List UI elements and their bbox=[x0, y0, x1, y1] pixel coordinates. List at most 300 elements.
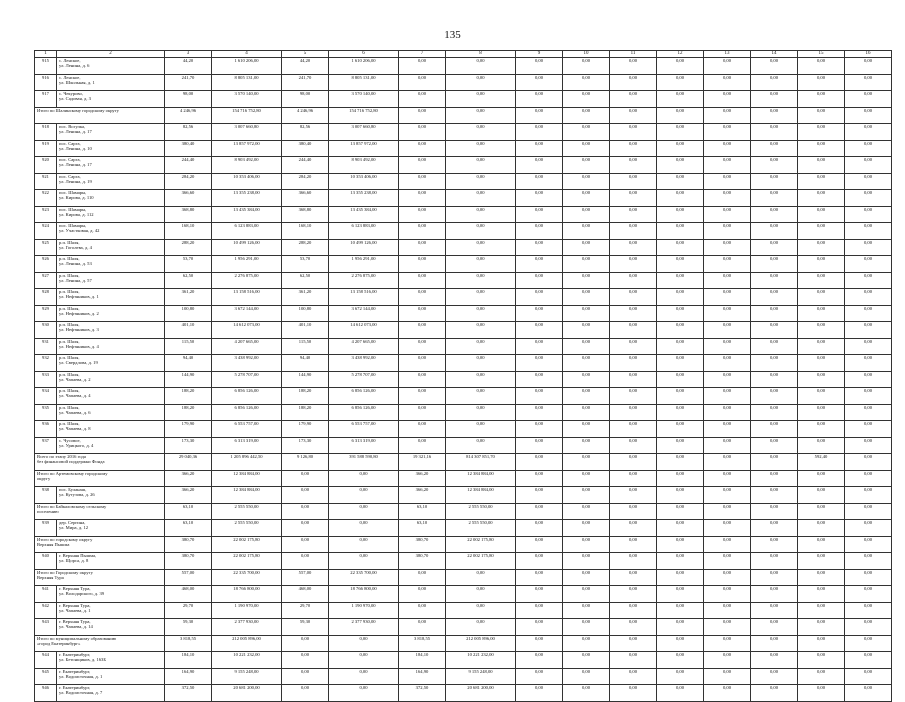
table-row bbox=[35, 256, 892, 273]
value-cell: 0,00 bbox=[563, 404, 610, 421]
value-cell: 1 205 896 442,50 bbox=[212, 454, 282, 471]
value-cell: 29 040,36 bbox=[165, 454, 212, 471]
value-cell: 0,00 bbox=[751, 503, 798, 520]
line-1: пос. Шамары, bbox=[59, 190, 87, 195]
value-cell: 0,00 bbox=[516, 322, 563, 339]
value-cell: 0,00 bbox=[704, 140, 751, 157]
value-cell: 0,00 bbox=[516, 58, 563, 75]
value-cell: 0,00 bbox=[563, 536, 610, 553]
value-cell: 0,00 bbox=[845, 371, 892, 388]
value-cell: 0,00 bbox=[282, 685, 329, 702]
value-cell: 3 007 660,80 bbox=[329, 124, 399, 141]
line-2: ул. Кирова, д. 112 bbox=[59, 211, 94, 217]
value-cell: 13 435 384,00 bbox=[329, 206, 399, 223]
column-number: 12 bbox=[657, 51, 704, 58]
value-cell: 0,00 bbox=[845, 470, 892, 487]
row-number: 933 bbox=[35, 371, 57, 388]
value-cell: 0,00 bbox=[446, 421, 516, 438]
value-cell: 0,00 bbox=[798, 668, 845, 685]
value-cell: 53,70 bbox=[165, 256, 212, 273]
value-cell: 8 805 131,00 bbox=[212, 74, 282, 91]
value-cell: 0,00 bbox=[845, 602, 892, 619]
value-cell: 0,00 bbox=[446, 272, 516, 289]
value-cell: 0,00 bbox=[610, 437, 657, 454]
value-cell: 0,00 bbox=[751, 470, 798, 487]
value-cell: 0,00 bbox=[798, 322, 845, 339]
value-cell: 0,00 bbox=[751, 586, 798, 603]
value-cell: 0,00 bbox=[845, 355, 892, 372]
value-cell: 2 377 930,00 bbox=[212, 619, 282, 636]
value-cell: 63,10 bbox=[399, 520, 446, 537]
value-cell: 401,10 bbox=[165, 322, 212, 339]
value-cell: 0,00 bbox=[798, 635, 845, 652]
value-cell: 0,00 bbox=[657, 289, 704, 306]
value-cell: 0,00 bbox=[563, 569, 610, 586]
value-cell: 3 438 992,00 bbox=[212, 355, 282, 372]
value-cell: 0,00 bbox=[399, 602, 446, 619]
value-cell: 13 355 238,00 bbox=[212, 190, 282, 207]
line-1: пос. Вогулка, bbox=[59, 124, 86, 129]
table-row bbox=[35, 289, 892, 306]
value-cell: 244,40 bbox=[282, 157, 329, 174]
value-cell: 22 002 175,80 bbox=[446, 553, 516, 570]
value-cell: 0,00 bbox=[610, 619, 657, 636]
value-cell: 0,00 bbox=[751, 668, 798, 685]
table-row bbox=[35, 685, 892, 702]
value-cell: 0,00 bbox=[798, 107, 845, 124]
line-2: ул. Володарского, д. 39 bbox=[59, 591, 105, 597]
value-cell: 0,00 bbox=[657, 454, 704, 471]
value-cell: 0,00 bbox=[751, 421, 798, 438]
value-cell: 0,00 bbox=[845, 437, 892, 454]
value-cell: 0,00 bbox=[610, 107, 657, 124]
value-cell: 0,00 bbox=[657, 668, 704, 685]
value-cell: 0,00 bbox=[751, 553, 798, 570]
value-cell: 0,00 bbox=[610, 668, 657, 685]
value-cell: 0,00 bbox=[610, 140, 657, 157]
line-1: р.п. Шаля, bbox=[59, 272, 80, 278]
line-1: с. Ленское, bbox=[59, 74, 81, 80]
value-cell: 0,00 bbox=[704, 586, 751, 603]
value-cell: 10 353 406,00 bbox=[212, 173, 282, 190]
value-cell: 0,00 bbox=[657, 107, 704, 124]
value-cell: 0,00 bbox=[751, 652, 798, 669]
value-cell: 0,00 bbox=[610, 586, 657, 603]
value-cell: 0,00 bbox=[657, 305, 704, 322]
value-cell: 1 956 291,00 bbox=[212, 256, 282, 273]
table-row bbox=[35, 74, 892, 91]
value-cell: 0,00 bbox=[446, 305, 516, 322]
value-cell: 0,00 bbox=[516, 569, 563, 586]
value-cell: 0,00 bbox=[751, 602, 798, 619]
value-cell: 2 555 550,00 bbox=[212, 520, 282, 537]
value-cell: 0,00 bbox=[657, 388, 704, 405]
value-cell: 0,00 bbox=[845, 289, 892, 306]
value-cell: 0,00 bbox=[399, 272, 446, 289]
value-cell: 0,00 bbox=[516, 355, 563, 372]
value-cell: 0,00 bbox=[563, 668, 610, 685]
value-cell: 0,00 bbox=[610, 239, 657, 256]
value-cell: 0,00 bbox=[516, 124, 563, 141]
value-cell: 0,00 bbox=[516, 520, 563, 537]
line-2: ул. Ленина, д. 19 bbox=[59, 178, 92, 184]
value-cell: 0,00 bbox=[610, 487, 657, 504]
value-cell: 0,00 bbox=[751, 124, 798, 141]
line-1: р.п. Шаля, bbox=[59, 256, 80, 261]
value-cell: 13 857 972,00 bbox=[329, 140, 399, 157]
value-cell: 468,00 bbox=[282, 586, 329, 603]
address-cell bbox=[57, 190, 165, 207]
value-cell: 0,00 bbox=[657, 74, 704, 91]
value-cell: 0,00 bbox=[563, 388, 610, 405]
value-cell: 0,00 bbox=[798, 338, 845, 355]
value-cell: 13 857 972,00 bbox=[212, 140, 282, 157]
value-cell: 0,00 bbox=[704, 371, 751, 388]
row-number: 924 bbox=[35, 223, 57, 240]
value-cell: 0,00 bbox=[751, 685, 798, 702]
value-cell: 0,00 bbox=[446, 173, 516, 190]
row-number: 940 bbox=[35, 553, 57, 570]
value-cell: 0,00 bbox=[845, 652, 892, 669]
row-number: 943 bbox=[35, 619, 57, 636]
table-row bbox=[35, 487, 892, 504]
value-cell: 184,10 bbox=[399, 652, 446, 669]
value-cell: 0,00 bbox=[446, 190, 516, 207]
value-cell: 3 438 992,00 bbox=[329, 355, 399, 372]
line-2: ул. Ленина, д. 53 bbox=[59, 261, 92, 267]
value-cell: 0,00 bbox=[563, 685, 610, 702]
value-cell: 0,00 bbox=[516, 536, 563, 553]
row-number: 931 bbox=[35, 338, 57, 355]
row-number: 925 bbox=[35, 239, 57, 256]
line-1: р.п. Шаля, bbox=[59, 355, 80, 360]
table-row bbox=[35, 140, 892, 157]
value-cell: 8 903 492,00 bbox=[212, 157, 282, 174]
value-cell: 0,00 bbox=[657, 371, 704, 388]
value-cell: 0,00 bbox=[329, 635, 399, 652]
line-2: ул. Ленина, д. 17 bbox=[59, 129, 92, 135]
value-cell: 0,00 bbox=[282, 503, 329, 520]
value-cell: 0,00 bbox=[798, 404, 845, 421]
row-number: 932 bbox=[35, 355, 57, 372]
value-cell: 366,20 bbox=[165, 487, 212, 504]
value-cell: 284,20 bbox=[165, 173, 212, 190]
address-cell bbox=[57, 206, 165, 223]
value-cell: 164,90 bbox=[165, 668, 212, 685]
address-cell bbox=[57, 338, 165, 355]
value-cell: 0,00 bbox=[399, 206, 446, 223]
value-cell: 0,00 bbox=[563, 586, 610, 603]
row-number: 942 bbox=[35, 602, 57, 619]
value-cell: 0,00 bbox=[446, 107, 516, 124]
address-cell bbox=[57, 652, 165, 669]
value-cell: 2 555 550,00 bbox=[212, 503, 282, 520]
line-2: ул. Нефтяников, д. 3 bbox=[59, 327, 99, 333]
column-number: 8 bbox=[446, 51, 516, 58]
value-cell: 0,00 bbox=[704, 305, 751, 322]
total-row bbox=[35, 569, 892, 586]
value-cell: 0,00 bbox=[399, 124, 446, 141]
line-1: г. Екатеринбург, bbox=[59, 685, 91, 690]
value-cell: 0,00 bbox=[845, 140, 892, 157]
address-cell bbox=[57, 685, 165, 702]
value-cell: 0,00 bbox=[657, 652, 704, 669]
value-cell: 3 818,55 bbox=[165, 635, 212, 652]
value-cell: 0,00 bbox=[751, 289, 798, 306]
value-cell: 0,00 bbox=[751, 190, 798, 207]
value-cell: 372,50 bbox=[165, 685, 212, 702]
address-cell bbox=[57, 487, 165, 504]
row-number: 921 bbox=[35, 173, 57, 190]
value-cell: 0,00 bbox=[751, 157, 798, 174]
value-cell: 10 353 406,00 bbox=[329, 173, 399, 190]
value-cell: 0,00 bbox=[798, 305, 845, 322]
address-cell bbox=[57, 586, 165, 603]
value-cell: 0,00 bbox=[446, 206, 516, 223]
value-cell: 13 355 238,00 bbox=[329, 190, 399, 207]
address-cell bbox=[57, 619, 165, 636]
value-cell: 53,70 bbox=[282, 256, 329, 273]
value-cell: 241,70 bbox=[165, 74, 212, 91]
row-number: 939 bbox=[35, 520, 57, 537]
value-cell: 0,00 bbox=[282, 652, 329, 669]
address-cell bbox=[57, 223, 165, 240]
table-row bbox=[35, 206, 892, 223]
address-cell bbox=[57, 602, 165, 619]
value-cell: 0,00 bbox=[798, 190, 845, 207]
value-cell: 154 716 752,80 bbox=[329, 107, 399, 124]
value-cell: 0,00 bbox=[516, 289, 563, 306]
line-2: ул. Нефтяников, д. 1 bbox=[59, 294, 99, 300]
value-cell: 0,00 bbox=[563, 322, 610, 339]
value-cell: 0,00 bbox=[446, 223, 516, 240]
value-cell: 380,40 bbox=[165, 140, 212, 157]
value-cell: 0,00 bbox=[282, 470, 329, 487]
table-row bbox=[35, 388, 892, 405]
value-cell: 0,00 bbox=[563, 239, 610, 256]
value-cell: 0,00 bbox=[329, 536, 399, 553]
line-2: ул. Водоисточная, д. 1 bbox=[59, 673, 103, 679]
row-number: 920 bbox=[35, 157, 57, 174]
table-row bbox=[35, 421, 892, 438]
value-cell: 0,00 bbox=[657, 536, 704, 553]
value-cell: 0,00 bbox=[704, 157, 751, 174]
value-cell: 0,00 bbox=[399, 305, 446, 322]
value-cell: 0,00 bbox=[399, 404, 446, 421]
value-cell: 0,00 bbox=[329, 470, 399, 487]
value-cell: 22 335 700,00 bbox=[329, 569, 399, 586]
value-cell: 173,30 bbox=[282, 437, 329, 454]
value-cell: 0,00 bbox=[704, 520, 751, 537]
value-cell: 0,00 bbox=[516, 256, 563, 273]
value-cell: 0,00 bbox=[845, 256, 892, 273]
value-cell: 14 612 073,00 bbox=[212, 322, 282, 339]
table-row bbox=[35, 173, 892, 190]
line-1: р.п. Шаля, bbox=[59, 305, 80, 311]
value-cell: 0,00 bbox=[657, 586, 704, 603]
value-cell: 0,00 bbox=[798, 173, 845, 190]
column-number: 16 bbox=[845, 51, 892, 58]
value-cell: 0,00 bbox=[446, 437, 516, 454]
value-cell: 0,00 bbox=[610, 652, 657, 669]
value-cell: 0,00 bbox=[704, 635, 751, 652]
value-cell: 366,20 bbox=[399, 487, 446, 504]
value-cell: 0,00 bbox=[516, 437, 563, 454]
table-row bbox=[35, 355, 892, 372]
value-cell: 0,00 bbox=[845, 553, 892, 570]
total-label bbox=[35, 107, 165, 124]
value-cell: 173,30 bbox=[165, 437, 212, 454]
value-cell: 13 158 516,00 bbox=[212, 289, 282, 306]
value-cell: 188,20 bbox=[282, 388, 329, 405]
line-1: Итого по Артемовскому городскому bbox=[37, 470, 108, 476]
value-cell: 3 007 660,80 bbox=[212, 124, 282, 141]
value-cell: 0,00 bbox=[657, 421, 704, 438]
value-cell: 0,00 bbox=[798, 124, 845, 141]
value-cell: 0,00 bbox=[751, 107, 798, 124]
value-cell: 0,00 bbox=[563, 157, 610, 174]
housing-table bbox=[34, 50, 892, 702]
line-2: ул. Кутузова, д. 26 bbox=[59, 492, 95, 498]
value-cell: 0,00 bbox=[657, 256, 704, 273]
value-cell: 0,00 bbox=[798, 619, 845, 636]
total-label bbox=[35, 454, 165, 471]
address-cell bbox=[57, 520, 165, 537]
value-cell: 0,00 bbox=[845, 239, 892, 256]
value-cell: 380,70 bbox=[399, 553, 446, 570]
table-row bbox=[35, 586, 892, 603]
value-cell: 0,00 bbox=[610, 454, 657, 471]
value-cell: 468,00 bbox=[165, 586, 212, 603]
column-number: 10 bbox=[563, 51, 610, 58]
value-cell: 5 278 707,00 bbox=[329, 371, 399, 388]
value-cell: 0,00 bbox=[704, 74, 751, 91]
value-cell: 0,00 bbox=[751, 536, 798, 553]
value-cell: 391 588 590,80 bbox=[329, 454, 399, 471]
value-cell: 0,00 bbox=[798, 520, 845, 537]
table-row bbox=[35, 272, 892, 289]
value-cell: 0,00 bbox=[704, 470, 751, 487]
line-2: ул. Ленина, д. 10 bbox=[59, 145, 92, 151]
value-cell: 0,00 bbox=[516, 404, 563, 421]
value-cell: 0,00 bbox=[751, 569, 798, 586]
value-cell: 0,00 bbox=[610, 289, 657, 306]
value-cell: 0,00 bbox=[845, 619, 892, 636]
value-cell: 0,00 bbox=[516, 107, 563, 124]
value-cell: 0,00 bbox=[657, 619, 704, 636]
value-cell: 244,40 bbox=[165, 157, 212, 174]
value-cell: 0,00 bbox=[751, 371, 798, 388]
value-cell: 0,00 bbox=[845, 454, 892, 471]
line-1: р.п. Шаля, bbox=[59, 289, 80, 294]
value-cell: 0,00 bbox=[704, 91, 751, 108]
value-cell: 0,00 bbox=[516, 74, 563, 91]
value-cell: 0,00 bbox=[563, 305, 610, 322]
column-number: 4 bbox=[212, 51, 282, 58]
value-cell: 6 123 883,00 bbox=[329, 223, 399, 240]
value-cell: 241,70 bbox=[282, 74, 329, 91]
address-cell bbox=[57, 305, 165, 322]
value-cell: 0,00 bbox=[845, 404, 892, 421]
value-cell: 0,00 bbox=[657, 437, 704, 454]
value-cell: 63,10 bbox=[399, 503, 446, 520]
total-row bbox=[35, 470, 892, 487]
line-1: с. Чусовое, bbox=[59, 437, 81, 443]
value-cell: 3 672 144,00 bbox=[212, 305, 282, 322]
address-cell bbox=[57, 355, 165, 372]
address-cell bbox=[57, 421, 165, 438]
value-cell: 0,00 bbox=[704, 223, 751, 240]
value-cell: 98,00 bbox=[282, 91, 329, 108]
value-cell: 0,00 bbox=[563, 635, 610, 652]
value-cell: 0,00 bbox=[610, 635, 657, 652]
value-cell: 380,70 bbox=[399, 536, 446, 553]
value-cell: 0,00 bbox=[845, 190, 892, 207]
value-cell: 0,00 bbox=[516, 635, 563, 652]
line-1: р.п. Шаля, bbox=[59, 322, 80, 327]
total-label bbox=[35, 470, 165, 487]
value-cell: 0,00 bbox=[329, 668, 399, 685]
line-1: пос. Шамары, bbox=[59, 223, 87, 228]
value-cell: 0,00 bbox=[610, 157, 657, 174]
value-cell: 0,00 bbox=[751, 74, 798, 91]
value-cell: 10 221 232,00 bbox=[446, 652, 516, 669]
value-cell: 2 276 875,00 bbox=[212, 272, 282, 289]
value-cell: 0,00 bbox=[657, 124, 704, 141]
value-cell: 18 766 800,00 bbox=[329, 586, 399, 603]
value-cell: 0,00 bbox=[798, 421, 845, 438]
row-number: 919 bbox=[35, 140, 57, 157]
value-cell: 0,00 bbox=[798, 74, 845, 91]
line-2: ул. Свердлова, д. 19 bbox=[59, 360, 98, 366]
value-cell: 0,00 bbox=[563, 173, 610, 190]
value-cell: 0,00 bbox=[610, 305, 657, 322]
value-cell: 0,00 bbox=[751, 239, 798, 256]
value-cell: 0,00 bbox=[845, 586, 892, 603]
line-1: г. Верхняя Тура, bbox=[59, 619, 91, 624]
value-cell: 44,20 bbox=[282, 58, 329, 75]
value-cell: 0,00 bbox=[657, 569, 704, 586]
value-cell: 0,00 bbox=[399, 388, 446, 405]
address-cell bbox=[57, 74, 165, 91]
value-cell: 0,00 bbox=[610, 58, 657, 75]
line-2: ул. Ленина, д. 6 bbox=[59, 63, 90, 69]
value-cell: 0,00 bbox=[399, 421, 446, 438]
value-cell: 0,00 bbox=[845, 206, 892, 223]
value-cell: 0,00 bbox=[704, 454, 751, 471]
value-cell: 0,00 bbox=[657, 91, 704, 108]
value-cell: 0,00 bbox=[610, 685, 657, 702]
value-cell: 0,00 bbox=[446, 338, 516, 355]
value-cell: 0,00 bbox=[798, 140, 845, 157]
value-cell: 0,00 bbox=[798, 388, 845, 405]
value-cell: 0,00 bbox=[845, 388, 892, 405]
table-row bbox=[35, 520, 892, 537]
value-cell: 0,00 bbox=[563, 74, 610, 91]
address-cell bbox=[57, 272, 165, 289]
value-cell: 366,60 bbox=[282, 190, 329, 207]
value-cell: 2 377 930,00 bbox=[329, 619, 399, 636]
value-cell: 0,00 bbox=[704, 553, 751, 570]
value-cell: 0,00 bbox=[751, 487, 798, 504]
value-cell: 3 818,55 bbox=[399, 635, 446, 652]
address-cell bbox=[57, 388, 165, 405]
value-cell: 0,00 bbox=[516, 305, 563, 322]
value-cell: 0,00 bbox=[563, 206, 610, 223]
row-number: 934 bbox=[35, 388, 57, 405]
value-cell: 0,00 bbox=[610, 470, 657, 487]
value-cell: 557,00 bbox=[165, 569, 212, 586]
